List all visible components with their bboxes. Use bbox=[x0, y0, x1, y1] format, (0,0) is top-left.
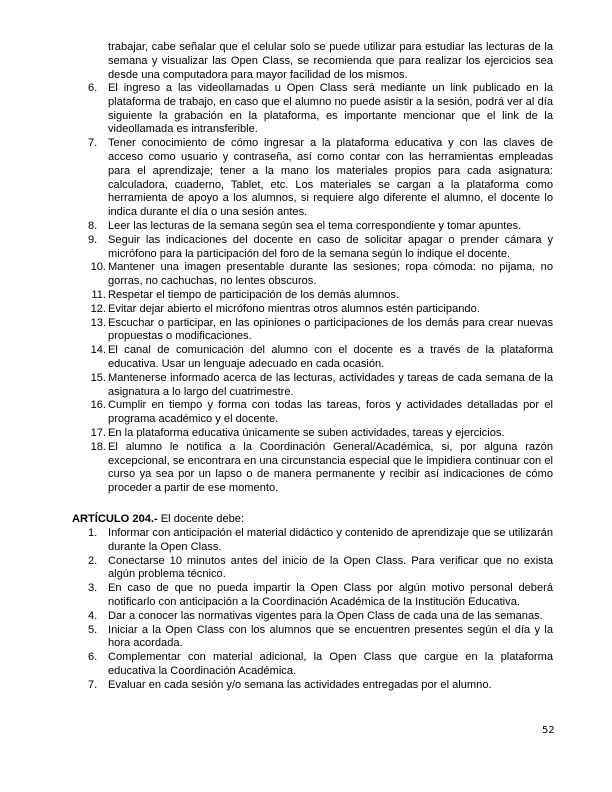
list-item-text: Mantenerse informado acerca de las lecturas, actividades y tareas de cada semana de la asignatura a lo largo del cuatrimestre. bbox=[108, 371, 553, 398]
article-label: ARTÍCULO 204.- bbox=[72, 513, 158, 525]
page-number: 52 bbox=[542, 725, 555, 736]
list-item-number: 11. bbox=[91, 288, 106, 301]
list-item-number: 10. bbox=[90, 261, 106, 274]
list-item-number: 17. bbox=[90, 426, 106, 439]
list-item-number: 1. bbox=[88, 527, 98, 539]
list-item-text: En la plataforma educativa únicamente se suben actividades, tareas y ejercicios. bbox=[108, 426, 505, 439]
student-rule-item bbox=[86, 82, 553, 137]
list-item-text: Escuchar o participar, en las opiniones o participaciones de los demás para crear nuevas propuestas o modificaciones. bbox=[108, 316, 553, 343]
teacher-rule-item bbox=[86, 624, 553, 652]
list-item-text: Conectarse 10 minutos antes del inicio de la Open Class. Para verificar que no exista algún problema técnico. bbox=[108, 554, 553, 581]
teacher-rule-item bbox=[86, 651, 553, 679]
list-item-text: Complementar con material adicional, la Open Class que cargue en la plataforma educativa la Coordinación Académica. bbox=[108, 651, 553, 677]
list-item-text: Iniciar a la Open Class con los alumnos que se encuentren presentes según el día y la hora acordada. bbox=[108, 623, 553, 650]
list-item-text: Seguir las indicaciones del docente en caso de solicitar apagar o prender cámara y micrófono para la participación del foro de la semana según lo indique el docente. bbox=[108, 233, 553, 260]
list-item-number: 5. bbox=[88, 623, 98, 636]
list-item-text: Informar con anticipación el material didáctico y contenido de aprendizaje que se utilizarán durante la Open Class. bbox=[108, 527, 553, 553]
teacher-rule-item bbox=[86, 610, 553, 624]
student-rule-item bbox=[86, 261, 553, 289]
student-rule-item bbox=[86, 441, 553, 496]
teacher-obligations-list bbox=[86, 527, 553, 693]
list-item-number: 7. bbox=[88, 137, 98, 150]
teacher-rule-item bbox=[86, 527, 553, 555]
list-item-number: 9. bbox=[88, 233, 98, 246]
student-rule-item bbox=[86, 289, 553, 303]
student-rule-item bbox=[86, 303, 553, 317]
list-item-number: 14. bbox=[90, 344, 106, 357]
list-item-number: 2. bbox=[88, 554, 98, 567]
article-intro-text: El docente debe: bbox=[157, 513, 245, 525]
student-rule-item bbox=[86, 220, 553, 234]
student-rule-item bbox=[86, 137, 553, 220]
list-item-number: 6. bbox=[88, 82, 98, 94]
student-rule-item bbox=[86, 427, 553, 441]
list-item-number: 13. bbox=[90, 316, 106, 329]
list-item-text: Tener conocimiento de cómo ingresar a la plataforma educativa y con las claves de acceso como usuario y contraseña, así como contar con las herramientas empleadas para el aprendizaje; tener a la mano los materiales propios para cada asignatura: calculadora, cuaderno, Tablet, etc. Los materiales se cargan a la plataforma como herramienta de apoyo a los alumnos, si requiere algo diferente el alumno, el docente lo indica durante el día o una sesión antes. bbox=[108, 137, 553, 219]
list-item-number: 7. bbox=[88, 678, 98, 691]
student-rule-item bbox=[86, 344, 553, 372]
list-item-number: 16. bbox=[90, 399, 106, 412]
list-item-number: 18. bbox=[90, 440, 106, 453]
list-item-text: En caso de que no pueda impartir la Open Class por algún motivo personal deberá notificarlo con anticipación a la Coordinación Académica de la Institución Educativa. bbox=[108, 582, 553, 608]
list-item-text: Evitar dejar abierto el micrófono mientras otros alumnos estén participando. bbox=[108, 302, 480, 315]
student-rule-item bbox=[86, 234, 553, 262]
list-item-number: 12. bbox=[90, 302, 106, 315]
student-rule-item bbox=[86, 317, 553, 345]
list-item-text: Dar a conocer las normativas vigentes para la Open Class de cada una de las semanas. bbox=[108, 609, 543, 622]
list-item-number: 3. bbox=[88, 582, 98, 595]
list-item-text: El alumno le notifica a la Coordinación General/Académica, si, por alguna razón excepcional, se encontrara en una circunstancia especial que le impidiera continuar con el curso ya sea por un lapso o de manera permanente y recibir así indicaciones de cómo proceder a partir de ese momento. bbox=[108, 440, 553, 495]
list-item-text: El canal de comunicación del alumno con el docente es a través de la plataforma educativa. Usar un lenguaje adecuado en cada ocasión. bbox=[108, 344, 553, 370]
list-item-number: 8. bbox=[88, 219, 98, 232]
article-204-heading bbox=[72, 513, 244, 527]
list-item-text: Cumplir en tiempo y forma con todas las tareas, foros y actividades detalladas por el programa académico y el docente. bbox=[108, 399, 553, 426]
list-item-text: Respetar el tiempo de participación de los demás alumnos. bbox=[108, 288, 400, 301]
list-item-text: Mantener una imagen presentable durante las sesiones; ropa cómoda: no pijama, no gorras, no cachuchas, no lentes obscuros. bbox=[108, 261, 553, 288]
intro-continuation-paragraph: trabajar, cabe señalar que el celular solo se puede utilizar para estudiar las lecturas de la semana y visualizar las Open Class, se recomienda que para realizar los ejercicios sea desde una computadora para mayor facilidad de los mismos. bbox=[108, 41, 553, 81]
student-obligations-list bbox=[86, 82, 553, 496]
student-rule-item bbox=[86, 399, 553, 427]
teacher-rule-item bbox=[86, 679, 553, 693]
list-item-number: 6. bbox=[88, 651, 98, 664]
list-item-number: 4. bbox=[88, 609, 98, 622]
list-item-text: Leer las lecturas de la semana según sea el tema correspondiente y tomar apuntes. bbox=[108, 219, 522, 232]
teacher-rule-item bbox=[86, 582, 553, 610]
list-item-text: El ingreso a las videollamadas u Open Class será mediante un link publicado en la plataforma de trabajo, en caso que el alumno no puede asistir a la sesión, podrá ver al día siguiente la grabación en la plataforma, es importante mencionar que el link de la videollamada es intransferible. bbox=[108, 82, 553, 136]
list-item-number: 15. bbox=[90, 371, 106, 384]
student-rule-item bbox=[86, 372, 553, 400]
teacher-rule-item bbox=[86, 555, 553, 583]
list-item-text: Evaluar en cada sesión y/o semana las actividades entregadas por el alumno. bbox=[108, 678, 492, 691]
